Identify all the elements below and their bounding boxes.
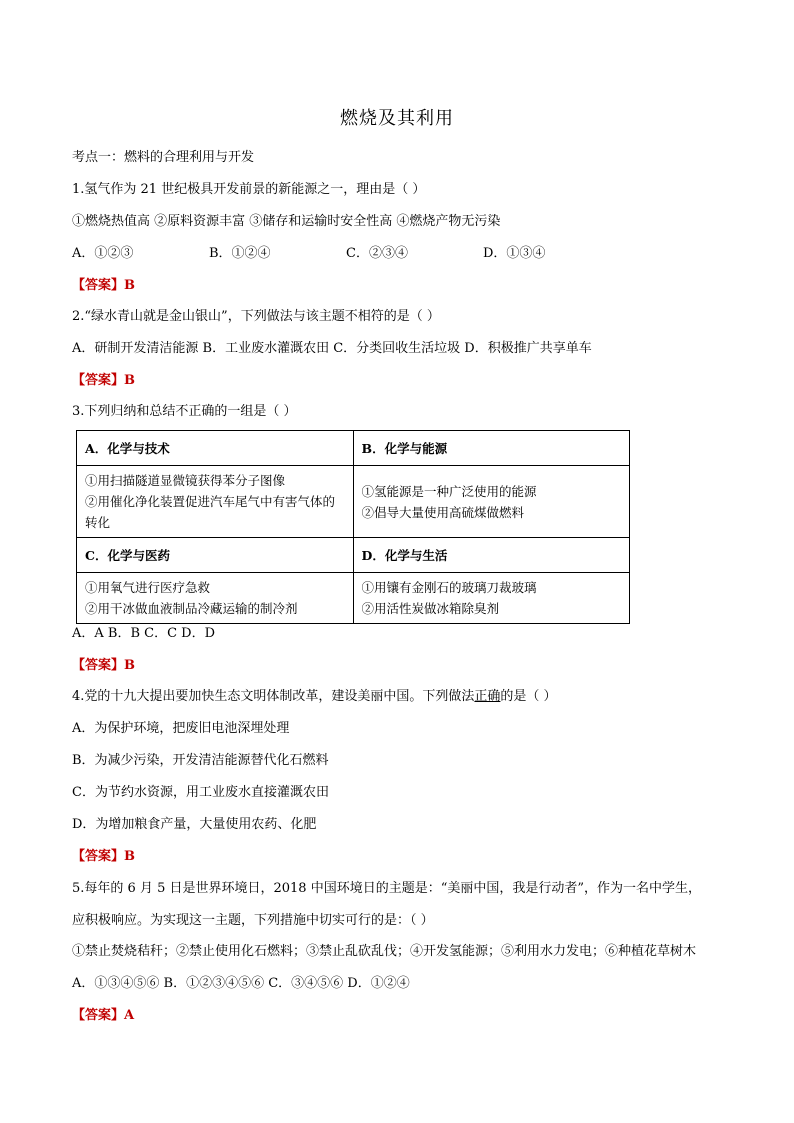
q4-option-a: A．为保护环境，把废旧电池深埋处理 <box>72 721 290 736</box>
answer-value: B <box>124 278 136 293</box>
q3-answer <box>72 654 135 673</box>
table-cell-line: ①用扫描隧道显微镜获得苯分子图像 <box>85 473 286 488</box>
table-cell-line: ②用催化净化装置促进汽车尾气中有害气体的转化 <box>85 494 336 530</box>
table-cell-line: ②用活性炭做冰箱除臭剂 <box>361 601 500 616</box>
q4-stem-pre: 4.党的十九大提出要加快生态文明体制改革，建设美丽中国。下列做法 <box>72 689 475 704</box>
q1-choice-c: C．②③④ <box>346 246 408 261</box>
answer-label: 【答案】 <box>72 278 125 293</box>
q1-stem: 1.氢气作为 21 世纪极具开发前景的新能源之一，理由是（ ） <box>72 182 426 197</box>
table-cell-line: ①氢能源是一种广泛使用的能源 <box>361 483 537 499</box>
q1-choice-a: A．①②③ <box>72 246 134 261</box>
q4-stem-post: 的是（ ） <box>500 689 557 704</box>
q5-stem-line-1: 5.每年的 6 月 5 日是世界环境日，2018 中国环境日的主题是：“美丽中国，我是行动者”，作为一名中学生， <box>72 881 701 896</box>
q1-choice-d: D．①③④ <box>483 246 546 261</box>
answer-value: A <box>124 1008 135 1023</box>
table-cell-a-body <box>77 466 354 538</box>
q1-options: ①燃烧热值高 ②原料资源丰富 ③储存和运输时安全性高 ④燃烧产物无污染 <box>72 214 501 229</box>
q3-choices: A．A B．B C．C D．D <box>72 626 216 641</box>
q3-summary-table <box>76 430 630 624</box>
document-title: 燃烧及其利用 <box>340 108 454 129</box>
q1-choices <box>72 242 545 261</box>
answer-label: 【答案】 <box>72 658 125 673</box>
q1-choice-b: B．①②④ <box>209 246 271 261</box>
table-cell-b-body <box>353 466 630 538</box>
table-cell-c-head: C．化学与医药 <box>77 538 354 573</box>
table-cell-line: ②用干冰做血液制品冷藏运输的制冷剂 <box>85 601 298 616</box>
answer-value: B <box>124 373 136 388</box>
q4-stem <box>72 685 557 704</box>
table-cell-line: ①用氧气进行医疗急救 <box>85 580 211 595</box>
q5-stem-line-2: 应积极响应。为实现这一主题，下列措施中切实可行的是：（ ） <box>72 913 434 928</box>
q5-options: ①禁止焚烧秸秆；②禁止使用化石燃料；③禁止乱砍乱伐；④开发氢能源；⑤利用水力发电；⑥种植花草树木 <box>72 944 697 959</box>
q2-stem: 2.“绿水青山就是金山银山”，下列做法与该主题不相符的是（ ） <box>72 309 440 324</box>
answer-value: B <box>124 849 136 864</box>
table-cell-b-head: B．化学与能源 <box>353 431 630 466</box>
answer-label: 【答案】 <box>72 1008 125 1023</box>
q1-answer <box>72 274 135 293</box>
table-cell-d-head: D．化学与生活 <box>353 538 630 573</box>
q5-answer <box>72 1004 134 1023</box>
q4-option-b: B．为减少污染，开发清洁能源替代化石燃料 <box>72 753 329 768</box>
table-cell-c-body <box>77 573 354 624</box>
q4-stem-underlined: 正确 <box>474 689 501 704</box>
q2-answer <box>72 369 135 388</box>
q4-option-c: C．为节约水资源，用工业废水直接灌溉农田 <box>72 785 329 800</box>
answer-label: 【答案】 <box>72 373 125 388</box>
section-heading: 考点一：燃料的合理利用与开发 <box>72 150 255 165</box>
table-cell-d-body <box>353 573 630 624</box>
table-cell-line: ②倡导大量使用高硫煤做燃料 <box>361 504 525 520</box>
answer-label: 【答案】 <box>72 849 125 864</box>
q5-choices: A．①③④⑤⑥ B．①②③④⑤⑥ C．③④⑤⑥ D．①②④ <box>72 976 410 991</box>
table-cell-line: ①用镶有金刚石的玻璃刀裁玻璃 <box>361 580 537 595</box>
q2-choices: A．研制开发清洁能源 B．工业废水灌溉农田 C．分类回收生活垃圾 D．积极推广共享单车 <box>72 341 592 356</box>
answer-value: B <box>124 658 136 673</box>
q4-answer <box>72 845 135 864</box>
q3-stem: 3.下列归纳和总结不正确的一组是（ ） <box>72 404 297 419</box>
table-cell-a-head: A．化学与技术 <box>77 431 354 466</box>
q4-option-d: D．为增加粮食产量，大量使用农药、化肥 <box>72 817 317 832</box>
